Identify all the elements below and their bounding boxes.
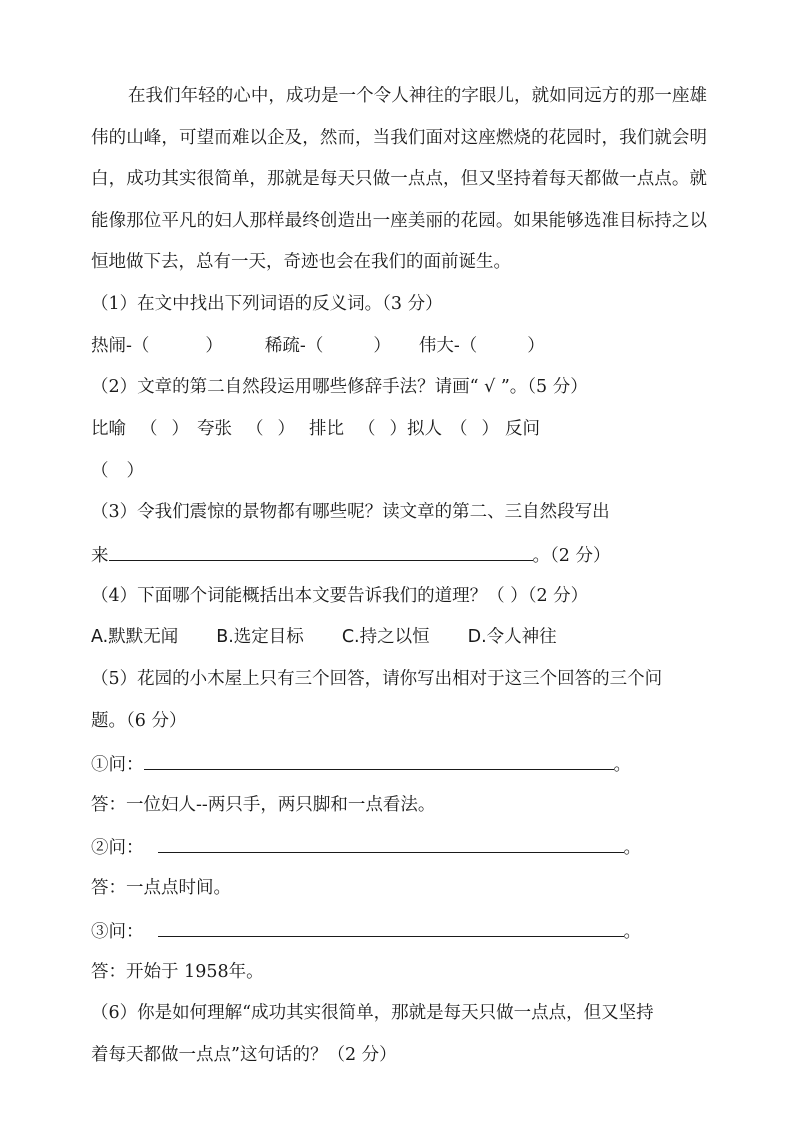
q1-title: （1）在文中找出下列词语的反义词。（3 分）	[91, 294, 443, 314]
q2-paren-open: （	[450, 419, 468, 439]
q5-answer-2: 答：一点点时间。	[91, 878, 231, 898]
q5-question-1: ①问： 。	[91, 751, 631, 777]
q1-item-3-close: ）	[527, 336, 545, 356]
q6-line1: （6）你是如何理解“成功其实很简单，那就是每天只做一点点，但又坚持	[91, 1003, 654, 1023]
q4-option-c[interactable]: C.持之以恒	[341, 627, 430, 647]
q2-paren-close: ）	[389, 419, 407, 439]
q2-wrap-paren: （ ）	[91, 461, 144, 481]
q5-title-line2: 题。（6 分）	[91, 711, 187, 731]
q5-answer-1: 答：一位妇人--两只手，两只脚和一点看法。	[91, 795, 436, 815]
q3-answer-blank[interactable]	[109, 542, 533, 561]
q2-paren-close: ）	[277, 419, 295, 439]
q2-paren-open: （	[246, 419, 264, 439]
q5-question-3: ③问： 。	[91, 918, 641, 944]
q1-item-3-open: 伟大-（	[418, 336, 478, 356]
q2-option-personification: 拟人	[407, 419, 442, 439]
q2-paren-close: ）	[481, 419, 499, 439]
q1-item-2-close: ）	[373, 336, 391, 356]
q2-paren-open: （	[358, 419, 376, 439]
q2-option-exaggeration: 夸张	[197, 419, 232, 439]
q2-option-metaphor: 比喻	[91, 419, 126, 439]
q5-answer-blank-3[interactable]	[158, 918, 624, 937]
q1-item-2-open: 稀疏-（	[264, 336, 324, 356]
q4-title: （4）下面哪个词能概括出本文要告诉我们的道理？（ ）（2 分）	[91, 586, 589, 606]
q2-paren-close: ）	[171, 419, 189, 439]
q5-answer-3: 答：开始于 1958年。	[91, 962, 264, 982]
q5-answer-blank-1[interactable]	[144, 751, 614, 770]
q6-line2: 着每天都做一点点”这句话的？（2 分）	[91, 1045, 397, 1065]
q4-option-b[interactable]: B.选定目标	[216, 627, 304, 647]
q2-option-rhetorical-question: 反问	[505, 419, 540, 439]
q1-item-1-open: 热闹-（	[91, 336, 150, 356]
q2-paren-open: （	[140, 419, 158, 439]
q3-answer-line: 来 。（2 分）	[91, 542, 610, 568]
q5-title-line1: （5）花园的小木屋上只有三个回答，请你写出相对于这三个回答的三个问	[91, 669, 663, 689]
q5-question-2: ②问： 。	[91, 834, 641, 860]
q4-option-a[interactable]: A.默默无闻	[91, 627, 179, 647]
q2-items	[91, 417, 540, 441]
q4-option-d[interactable]: D.令人神往	[467, 627, 557, 647]
q2-option-parallelism: 排比	[309, 419, 344, 439]
q1-items	[91, 334, 545, 358]
q1-item-1-close: ）	[205, 336, 223, 356]
q5-answer-blank-2[interactable]	[158, 834, 624, 853]
q4-options	[91, 625, 557, 649]
q3-title: （3）令我们震惊的景物都有哪些呢？读文章的第二、三自然段写出	[91, 502, 610, 522]
passage-paragraph: 在我们年轻的心中，成功是一个令人神往的字眼儿，就如同远方的那一座雄伟的山峰，可望而难以企及，然而，当我们面对这座燃烧的花园时，我们就会明白，成功其实很简单，那就是每天只做一点点，但又坚持着每天都做一点点。就能像那位平凡的妇人那样最终创造出一座美丽的花园。如果能够选准目标持之以恒地做下去，总有一天，奇迹也会在我们的面前诞生。	[91, 86, 707, 272]
q2-title: （2）文章的第二自然段运用哪些修辞手法？请画“ √ ”。（5 分）	[91, 377, 588, 397]
